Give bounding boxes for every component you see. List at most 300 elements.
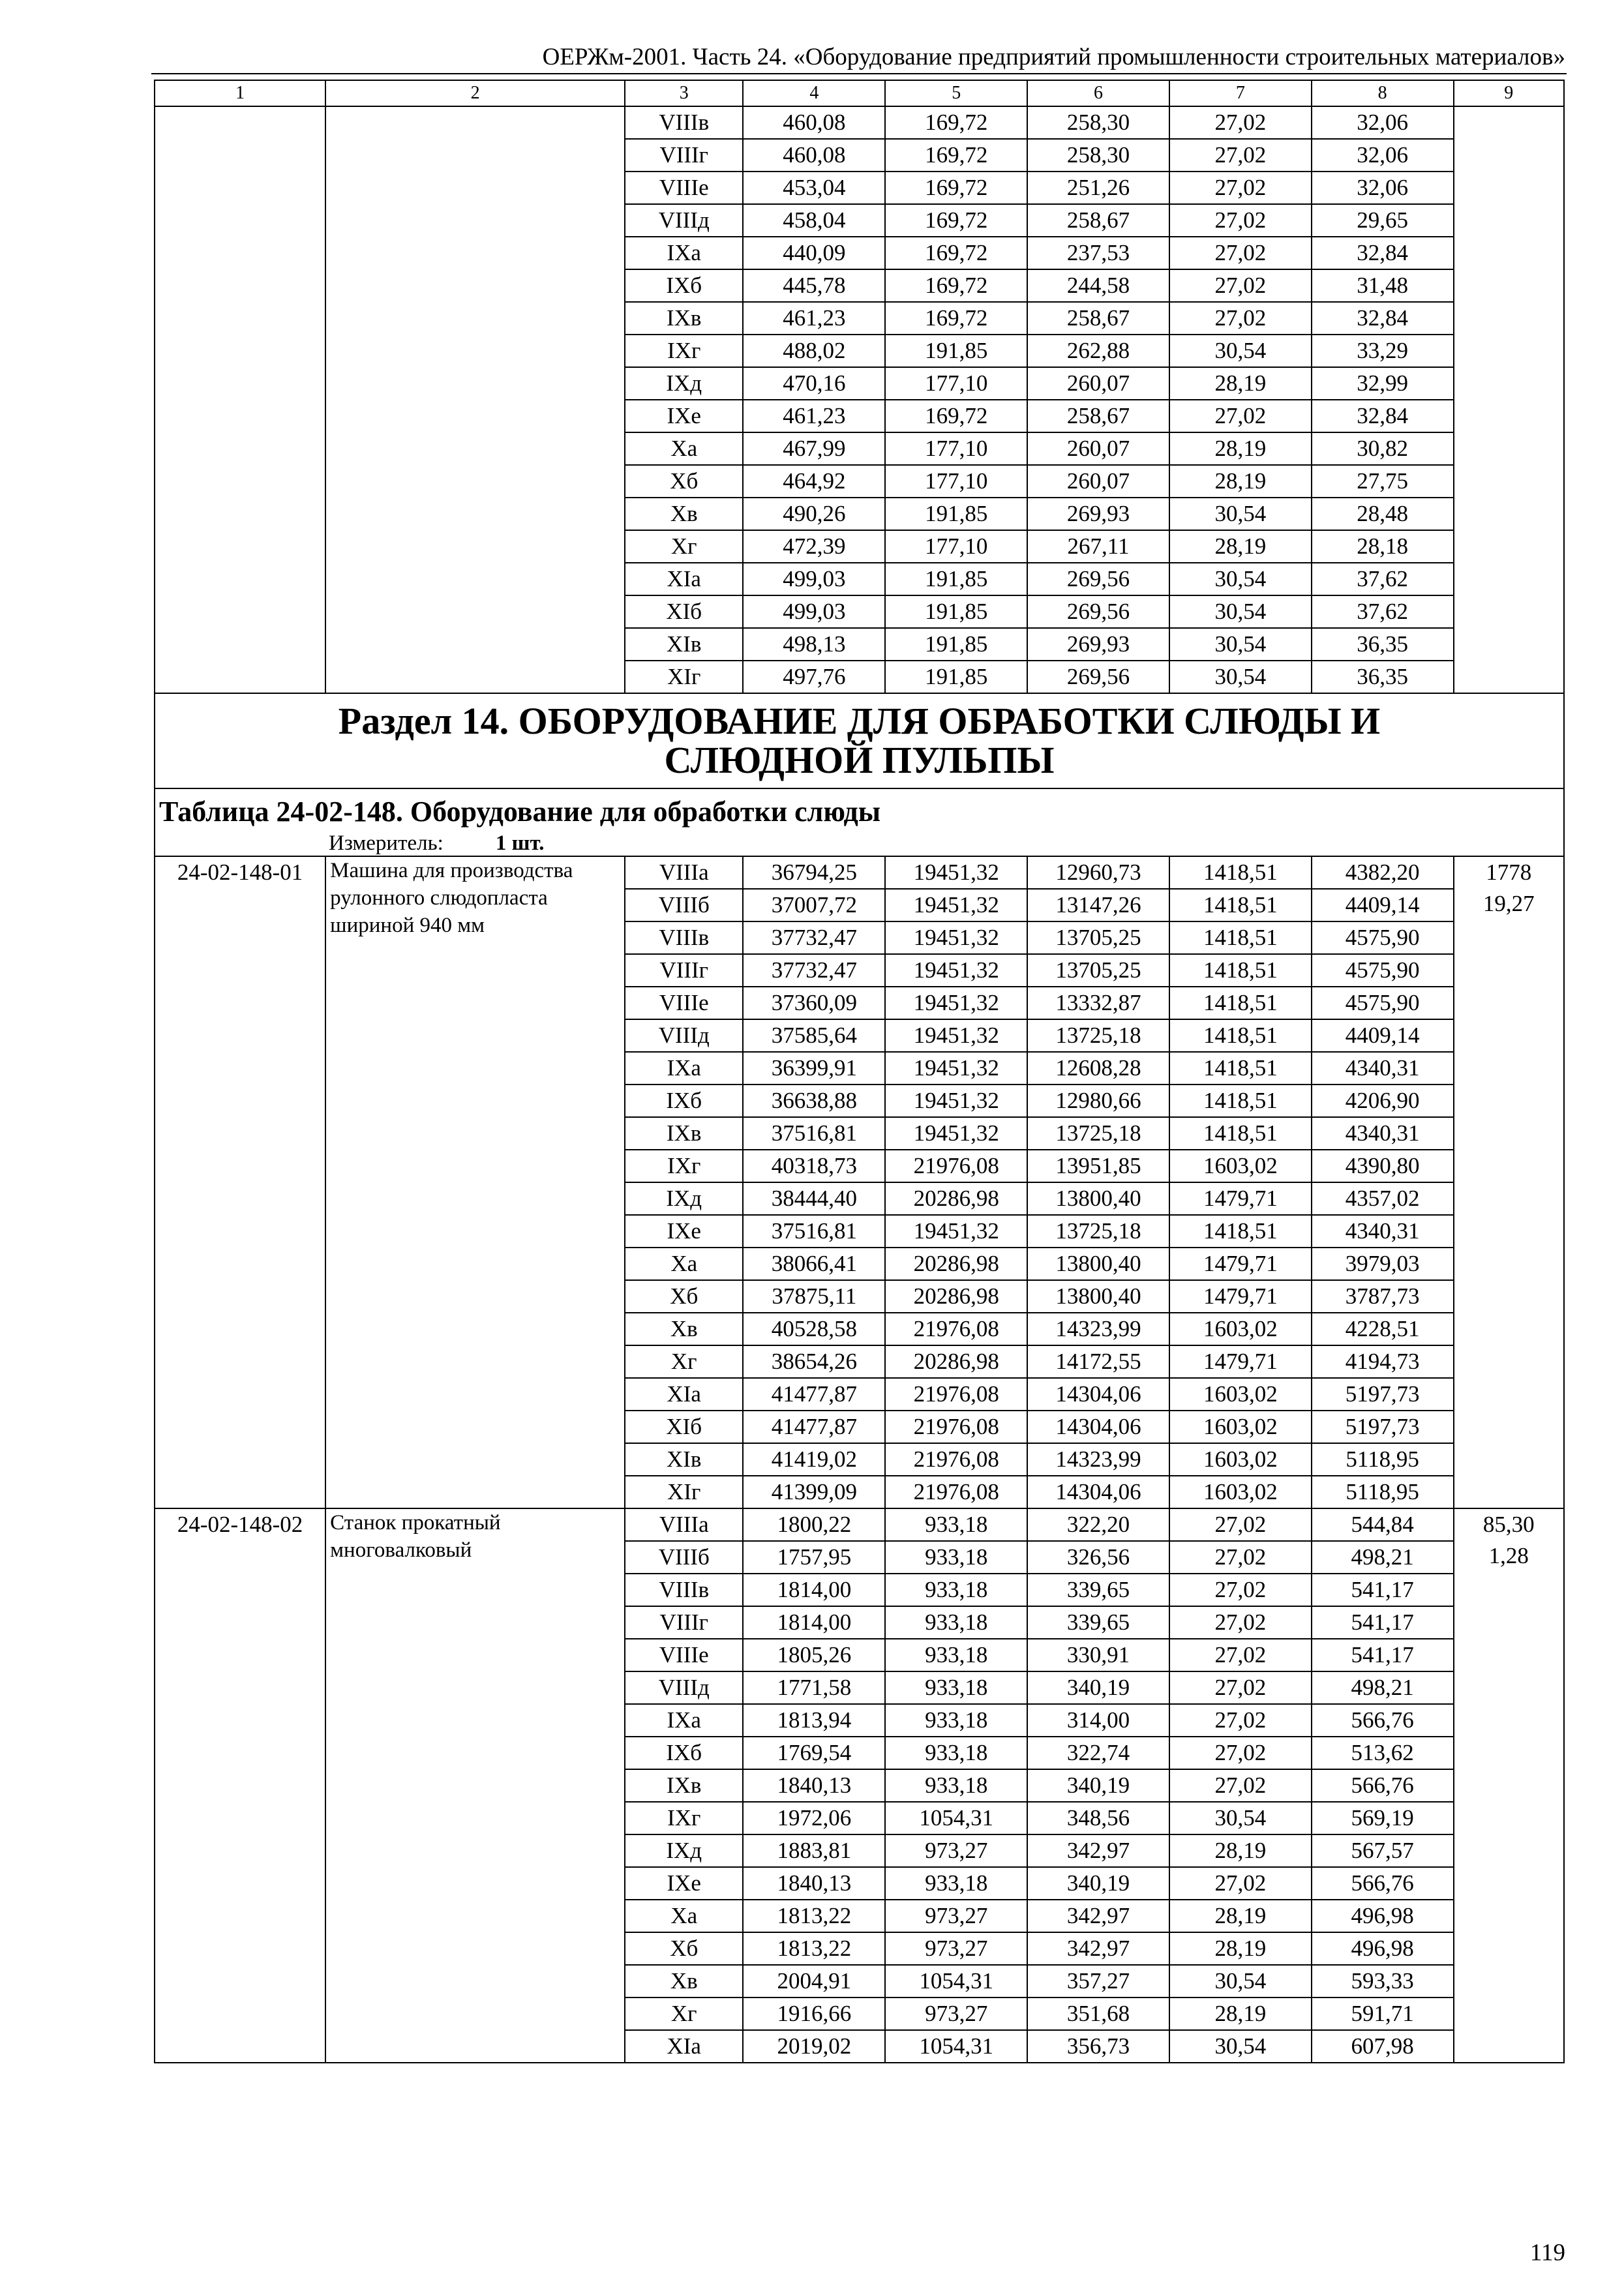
- cell-wages: 19451,32: [885, 1052, 1027, 1085]
- cell-total-cost: 464,92: [743, 465, 885, 498]
- cell-wages: 21976,08: [885, 1378, 1027, 1411]
- cell-wages: 973,27: [885, 1997, 1027, 2030]
- cell-machinist-wages: 28,19: [1169, 1997, 1312, 2030]
- cell-machinist-wages: 30,54: [1169, 661, 1312, 693]
- cell-machinist-wages: 30,54: [1169, 1965, 1312, 1997]
- cell-machinist-wages: 27,02: [1169, 1639, 1312, 1671]
- column-number: 7: [1169, 80, 1312, 106]
- table-title-cell: [155, 788, 1564, 856]
- cell-machinist-wages: 1603,02: [1169, 1378, 1312, 1411]
- cell-materials: 591,71: [1312, 1997, 1454, 2030]
- cell-materials: 32,99: [1312, 367, 1454, 400]
- cell-zone: XIб: [625, 595, 744, 628]
- cell-machines: 322,74: [1027, 1737, 1169, 1769]
- column-number: 9: [1454, 80, 1564, 106]
- cell-machinist-wages: 27,02: [1169, 1867, 1312, 1900]
- cell-zone: VIIIд: [625, 204, 744, 237]
- cell-total-cost: 41477,87: [743, 1411, 885, 1443]
- column-number: 8: [1312, 80, 1454, 106]
- cell-materials: 32,06: [1312, 106, 1454, 139]
- cell-wages: 169,72: [885, 106, 1027, 139]
- cell-materials: 32,84: [1312, 400, 1454, 432]
- cell-materials: 544,84: [1312, 1508, 1454, 1541]
- cell-total-cost: 37732,47: [743, 954, 885, 987]
- cell-wages: 933,18: [885, 1769, 1027, 1802]
- cell-machinist-wages: 1603,02: [1169, 1476, 1312, 1508]
- cell-total-cost: 37360,09: [743, 987, 885, 1019]
- cell-machinist-wages: 27,02: [1169, 204, 1312, 237]
- cell-total-cost: 1814,00: [743, 1574, 885, 1606]
- cell-materials: 4357,02: [1312, 1182, 1454, 1215]
- cell-machines: 12960,73: [1027, 856, 1169, 889]
- cell-total-cost: 37732,47: [743, 921, 885, 954]
- cell-machines: 260,07: [1027, 367, 1169, 400]
- cell-wages: 169,72: [885, 204, 1027, 237]
- section-row: [155, 693, 1564, 788]
- cell-machines: 269,93: [1027, 498, 1169, 530]
- cell-zone: VIIIд: [625, 1671, 744, 1704]
- cell-total-cost: 1840,13: [743, 1867, 885, 1900]
- cell-machines: 342,97: [1027, 1834, 1169, 1867]
- cell-machinist-wages: 1479,71: [1169, 1280, 1312, 1313]
- cell-total-cost: 1757,95: [743, 1541, 885, 1574]
- column-number: 1: [155, 80, 325, 106]
- cell-total-cost: 37585,64: [743, 1019, 885, 1052]
- cell-machines: 13705,25: [1027, 954, 1169, 987]
- cell-total-cost: 1800,22: [743, 1508, 885, 1541]
- cell-materials: 4382,20: [1312, 856, 1454, 889]
- cell-wages: 20286,98: [885, 1345, 1027, 1378]
- cell-zone: VIIIа: [625, 856, 744, 889]
- cell-total-cost: 2004,91: [743, 1965, 885, 1997]
- cell-zone: IXг: [625, 1150, 744, 1182]
- cell-wages: 169,72: [885, 139, 1027, 172]
- cell-machines: 322,20: [1027, 1508, 1169, 1541]
- cell-total-cost: 1813,22: [743, 1932, 885, 1965]
- cell-machines: 258,30: [1027, 106, 1169, 139]
- header-rule: [151, 73, 1567, 74]
- cell-wages: 933,18: [885, 1508, 1027, 1541]
- cell-zone: Xг: [625, 1997, 744, 2030]
- cell-machinist-wages: 27,02: [1169, 1541, 1312, 1574]
- cell-total-cost: 1883,81: [743, 1834, 885, 1867]
- cell-zone: IXб: [625, 1737, 744, 1769]
- cell-machines: 357,27: [1027, 1965, 1169, 1997]
- cell-materials: 27,75: [1312, 465, 1454, 498]
- cell-zone: XIг: [625, 1476, 744, 1508]
- cell-machines: 269,93: [1027, 628, 1169, 661]
- cell-wages: 191,85: [885, 661, 1027, 693]
- cell-wages: 19451,32: [885, 1117, 1027, 1150]
- cell-zone: IXе: [625, 1215, 744, 1248]
- cell-total-cost: 1813,22: [743, 1900, 885, 1932]
- cell-total-cost: 1916,66: [743, 1997, 885, 2030]
- cell-zone: VIIIе: [625, 987, 744, 1019]
- cell-name: Станок прокатный многовалковый: [325, 1508, 625, 2063]
- cell-materials: 31,48: [1312, 269, 1454, 302]
- cell-machinist-wages: 30,54: [1169, 335, 1312, 367]
- cell-total-cost: 1972,06: [743, 1802, 885, 1834]
- cell-zone: IXа: [625, 1704, 744, 1737]
- cell-wages: 169,72: [885, 269, 1027, 302]
- cell-machinist-wages: 1479,71: [1169, 1345, 1312, 1378]
- cell-zone: Xб: [625, 1932, 744, 1965]
- cell-machines: 13951,85: [1027, 1150, 1169, 1182]
- cell-zone: Xа: [625, 1900, 744, 1932]
- cell-wages: 933,18: [885, 1704, 1027, 1737]
- cell-materials: 541,17: [1312, 1574, 1454, 1606]
- cell-total-cost: 37007,72: [743, 889, 885, 921]
- cell-wages: 20286,98: [885, 1280, 1027, 1313]
- cell-materials: 28,18: [1312, 530, 1454, 563]
- cell-wages: 933,18: [885, 1606, 1027, 1639]
- cell-wages: 973,27: [885, 1900, 1027, 1932]
- cell-zone: VIIIе: [625, 1639, 744, 1671]
- cell-materials: 28,48: [1312, 498, 1454, 530]
- cell-total-cost: 41419,02: [743, 1443, 885, 1476]
- table-title: Таблица 24-02-148. Оборудование для обработки слюды: [159, 796, 881, 828]
- cell-wages: 1054,31: [885, 2030, 1027, 2063]
- cell-wages: 19451,32: [885, 1215, 1027, 1248]
- cell-wages: 21976,08: [885, 1443, 1027, 1476]
- cell-wages: 933,18: [885, 1867, 1027, 1900]
- cell-total-cost: 488,02: [743, 335, 885, 367]
- cell-total-cost: 445,78: [743, 269, 885, 302]
- cell-total-cost: 460,08: [743, 139, 885, 172]
- cell-machines: 14304,06: [1027, 1378, 1169, 1411]
- cell-wages: 933,18: [885, 1574, 1027, 1606]
- cell-zone: IXг: [625, 335, 744, 367]
- cell-total-cost: 440,09: [743, 237, 885, 269]
- cell-wages: 19451,32: [885, 954, 1027, 987]
- cell-machinist-wages: 27,02: [1169, 1606, 1312, 1639]
- cell-machinist-wages: 1479,71: [1169, 1182, 1312, 1215]
- cell-zone: Xа: [625, 1248, 744, 1280]
- column-number: 4: [743, 80, 885, 106]
- cell-zone: Xб: [625, 1280, 744, 1313]
- cell-materials: 541,17: [1312, 1639, 1454, 1671]
- cell-materials: 33,29: [1312, 335, 1454, 367]
- cell-materials: 32,06: [1312, 172, 1454, 204]
- cell-code: 24-02-148-01: [155, 856, 325, 1508]
- cell-machines: 260,07: [1027, 432, 1169, 465]
- cell-materials: 5197,73: [1312, 1378, 1454, 1411]
- cell-zone: IXв: [625, 302, 744, 335]
- cell-machinist-wages: 1418,51: [1169, 889, 1312, 921]
- cell-machines: 14323,99: [1027, 1313, 1169, 1345]
- cell-machines: 314,00: [1027, 1704, 1169, 1737]
- column-number-row: [155, 80, 1564, 106]
- cell-machinist-wages: 1603,02: [1169, 1313, 1312, 1345]
- cell-wages: 20286,98: [885, 1182, 1027, 1215]
- cell-zone: IXе: [625, 1867, 744, 1900]
- cell-mass: 19,27: [1482, 891, 1535, 916]
- cell-wages: 973,27: [885, 1932, 1027, 1965]
- cell-total-cost: 453,04: [743, 172, 885, 204]
- cell-total-cost: 1771,58: [743, 1671, 885, 1704]
- cell-machines: 269,56: [1027, 595, 1169, 628]
- cell-machinist-wages: 28,19: [1169, 367, 1312, 400]
- cell-code: 24-02-148-02: [155, 1508, 325, 2063]
- cell-zone: Xв: [625, 1965, 744, 1997]
- cell-total-cost: 38444,40: [743, 1182, 885, 1215]
- cell-machines: 13800,40: [1027, 1248, 1169, 1280]
- cell-machinist-wages: 27,02: [1169, 172, 1312, 204]
- cell-machinist-wages: 28,19: [1169, 465, 1312, 498]
- cell-wages: 191,85: [885, 595, 1027, 628]
- cell-materials: 32,84: [1312, 302, 1454, 335]
- cell-total-cost: 499,03: [743, 563, 885, 595]
- cell-machinist-wages: 27,02: [1169, 1737, 1312, 1769]
- cell-machinist-wages: 30,54: [1169, 595, 1312, 628]
- page-number: 119: [1529, 2239, 1565, 2266]
- table-row: [155, 106, 1564, 139]
- cell-materials: 593,33: [1312, 1965, 1454, 1997]
- cell-zone: Xв: [625, 1313, 744, 1345]
- cell-wages: 169,72: [885, 302, 1027, 335]
- cell-machinist-wages: 27,02: [1169, 1508, 1312, 1541]
- cell-materials: 32,06: [1312, 139, 1454, 172]
- cell-materials: 513,62: [1312, 1737, 1454, 1769]
- cell-machines: 13725,18: [1027, 1117, 1169, 1150]
- cell-machinist-wages: 28,19: [1169, 1932, 1312, 1965]
- cell-zone: XIв: [625, 628, 744, 661]
- cell-materials: 37,62: [1312, 563, 1454, 595]
- cell-total-cost: 460,08: [743, 106, 885, 139]
- cell-machinist-wages: 1603,02: [1169, 1150, 1312, 1182]
- cell-zone: VIIIг: [625, 954, 744, 987]
- cell-machines: 13725,18: [1027, 1215, 1169, 1248]
- cell-zone: XIа: [625, 2030, 744, 2063]
- cell-machinist-wages: 28,19: [1169, 1900, 1312, 1932]
- cell-machinist-wages: 1418,51: [1169, 1052, 1312, 1085]
- cell-machines: 14172,55: [1027, 1345, 1169, 1378]
- cell-zone: IXд: [625, 367, 744, 400]
- cell-zone: VIIIб: [625, 889, 744, 921]
- cell-machines: 340,19: [1027, 1671, 1169, 1704]
- cell-materials: 4340,31: [1312, 1215, 1454, 1248]
- cell-wages: 169,72: [885, 172, 1027, 204]
- cell-materials: 4340,31: [1312, 1052, 1454, 1085]
- cell-machines: 13800,40: [1027, 1182, 1169, 1215]
- cell-machinist-wages: 1418,51: [1169, 987, 1312, 1019]
- cell-wages: 177,10: [885, 530, 1027, 563]
- cell-total-cost: 497,76: [743, 661, 885, 693]
- running-header: ОЕРЖм-2001. Часть 24. «Оборудование предприятий промышленности строительных материалов»: [542, 44, 1565, 70]
- cell-machinist-wages: 1418,51: [1169, 856, 1312, 889]
- cell-zone: VIIIе: [625, 172, 744, 204]
- cell-machinist-wages: 30,54: [1169, 1802, 1312, 1834]
- cell-total-cost: 1840,13: [743, 1769, 885, 1802]
- cell-materials: 607,98: [1312, 2030, 1454, 2063]
- cell-wages: 21976,08: [885, 1313, 1027, 1345]
- cell-machinist-wages: 1479,71: [1169, 1248, 1312, 1280]
- cell-materials: 36,35: [1312, 661, 1454, 693]
- cell-materials: 567,57: [1312, 1834, 1454, 1867]
- cell-wages: 19451,32: [885, 889, 1027, 921]
- cell-machinist-wages: 27,02: [1169, 139, 1312, 172]
- cell-zone: IXв: [625, 1117, 744, 1150]
- cell-machines: 13725,18: [1027, 1019, 1169, 1052]
- cell-machines: 251,26: [1027, 172, 1169, 204]
- cell-machinist-wages: 1418,51: [1169, 1085, 1312, 1117]
- cell-total-cost: 37875,11: [743, 1280, 885, 1313]
- cell-name: Машина для производства рулонного слюдопласта шириной 940 мм: [325, 856, 625, 1508]
- cell-total-cost: 40318,73: [743, 1150, 885, 1182]
- cell-machinist-wages: 28,19: [1169, 1834, 1312, 1867]
- table-row: [155, 1508, 1564, 1541]
- cell-machinist-wages: 1418,51: [1169, 954, 1312, 987]
- cell-zone: VIIIв: [625, 1574, 744, 1606]
- cell-total-cost: 499,03: [743, 595, 885, 628]
- cell-zone: VIIIв: [625, 106, 744, 139]
- cell-machines: 267,11: [1027, 530, 1169, 563]
- cell-materials: 541,17: [1312, 1606, 1454, 1639]
- cell-machines: 340,19: [1027, 1769, 1169, 1802]
- cell-materials: 4194,73: [1312, 1345, 1454, 1378]
- cell-materials: 4409,14: [1312, 889, 1454, 921]
- cell-zone: XIг: [625, 661, 744, 693]
- cell-machines: 258,30: [1027, 139, 1169, 172]
- cell-machines: 14304,06: [1027, 1476, 1169, 1508]
- table-title-row: [155, 788, 1564, 856]
- cell-zone: Xб: [625, 465, 744, 498]
- cell-materials: 569,19: [1312, 1802, 1454, 1834]
- cell-machines: 13800,40: [1027, 1280, 1169, 1313]
- cell-total-cost: 2019,02: [743, 2030, 885, 2063]
- cell-zone: IXв: [625, 1769, 744, 1802]
- cell-mass: 1,28: [1488, 1543, 1529, 1568]
- column-number: 5: [885, 80, 1027, 106]
- cell-machines: 348,56: [1027, 1802, 1169, 1834]
- cell-machinist-wages: 27,02: [1169, 302, 1312, 335]
- cell-machines: 13332,87: [1027, 987, 1169, 1019]
- cell-total-cost: 490,26: [743, 498, 885, 530]
- cell-materials: 30,82: [1312, 432, 1454, 465]
- cell-wages: 177,10: [885, 367, 1027, 400]
- cell-wages: 191,85: [885, 335, 1027, 367]
- cell-code-blank: [155, 106, 325, 693]
- cell-wages: 19451,32: [885, 987, 1027, 1019]
- cell-materials: 4409,14: [1312, 1019, 1454, 1052]
- cell-machinist-wages: 27,02: [1169, 237, 1312, 269]
- cell-machines: 260,07: [1027, 465, 1169, 498]
- cell-wages: 169,72: [885, 237, 1027, 269]
- cell-materials: 496,98: [1312, 1900, 1454, 1932]
- cell-materials: 36,35: [1312, 628, 1454, 661]
- cell-total-cost: 461,23: [743, 400, 885, 432]
- unit-value: 1 шт.: [495, 831, 545, 855]
- cell-machines: 237,53: [1027, 237, 1169, 269]
- cell-equipment-cost: 85,30: [1482, 1512, 1535, 1537]
- cell-total-cost: 498,13: [743, 628, 885, 661]
- cell-wages: 933,18: [885, 1541, 1027, 1574]
- cell-zone: VIIIв: [625, 921, 744, 954]
- cell-wages: 933,18: [885, 1737, 1027, 1769]
- cell-wages: 19451,32: [885, 921, 1027, 954]
- cell-zone: VIIIа: [625, 1508, 744, 1541]
- cell-materials: 5118,95: [1312, 1476, 1454, 1508]
- cell-zone: XIа: [625, 563, 744, 595]
- cell-machines: 269,56: [1027, 661, 1169, 693]
- cell-machinist-wages: 30,54: [1169, 2030, 1312, 2063]
- column-number: 2: [325, 80, 625, 106]
- cell-materials: 29,65: [1312, 204, 1454, 237]
- cell-materials: 5197,73: [1312, 1411, 1454, 1443]
- cell-machines: 13705,25: [1027, 921, 1169, 954]
- cell-wages: 169,72: [885, 400, 1027, 432]
- cell-materials: 37,62: [1312, 595, 1454, 628]
- cell-machinist-wages: 27,02: [1169, 1574, 1312, 1606]
- cell-zone: Xа: [625, 432, 744, 465]
- cell-zone: XIв: [625, 1443, 744, 1476]
- cell-wages: 933,18: [885, 1671, 1027, 1704]
- cell-machines: 258,67: [1027, 204, 1169, 237]
- cell-machines: 12980,66: [1027, 1085, 1169, 1117]
- cell-total-cost: 470,16: [743, 367, 885, 400]
- cell-wages: 1054,31: [885, 1802, 1027, 1834]
- cell-materials: 32,84: [1312, 237, 1454, 269]
- cell-extra: [1454, 856, 1564, 1508]
- cell-machines: 12608,28: [1027, 1052, 1169, 1085]
- cell-materials: 496,98: [1312, 1932, 1454, 1965]
- cell-machines: 339,65: [1027, 1606, 1169, 1639]
- cell-name-blank: [325, 106, 625, 693]
- cell-total-cost: 36638,88: [743, 1085, 885, 1117]
- column-number: 6: [1027, 80, 1169, 106]
- cell-zone: IXе: [625, 400, 744, 432]
- cell-machines: 330,91: [1027, 1639, 1169, 1671]
- cell-materials: 566,76: [1312, 1867, 1454, 1900]
- cell-machines: 13147,26: [1027, 889, 1169, 921]
- cell-materials: 3787,73: [1312, 1280, 1454, 1313]
- cell-materials: 5118,95: [1312, 1443, 1454, 1476]
- cell-wages: 19451,32: [885, 1085, 1027, 1117]
- cell-extra-blank: [1454, 106, 1564, 693]
- cell-materials: 4340,31: [1312, 1117, 1454, 1150]
- cell-wages: 191,85: [885, 498, 1027, 530]
- cell-total-cost: 458,04: [743, 204, 885, 237]
- section-title: Раздел 14. ОБОРУДОВАНИЕ ДЛЯ ОБРАБОТКИ СЛЮДЫ И СЛЮДНОЙ ПУЛЬПЫ: [155, 693, 1564, 788]
- cell-machinist-wages: 1418,51: [1169, 1215, 1312, 1248]
- cell-materials: 4575,90: [1312, 921, 1454, 954]
- cell-machinist-wages: 1603,02: [1169, 1411, 1312, 1443]
- cell-machinist-wages: 30,54: [1169, 563, 1312, 595]
- cell-zone: VIIIд: [625, 1019, 744, 1052]
- cell-wages: 177,10: [885, 465, 1027, 498]
- cell-wages: 1054,31: [885, 1965, 1027, 1997]
- cell-machines: 342,97: [1027, 1932, 1169, 1965]
- cell-zone: IXа: [625, 1052, 744, 1085]
- cell-machinist-wages: 28,19: [1169, 432, 1312, 465]
- cell-total-cost: 1805,26: [743, 1639, 885, 1671]
- cell-zone: VIIIб: [625, 1541, 744, 1574]
- cell-machinist-wages: 30,54: [1169, 628, 1312, 661]
- cell-machinist-wages: 27,02: [1169, 1769, 1312, 1802]
- cell-machines: 356,73: [1027, 2030, 1169, 2063]
- cell-wages: 21976,08: [885, 1411, 1027, 1443]
- cell-wages: 21976,08: [885, 1476, 1027, 1508]
- cell-machinist-wages: 1418,51: [1169, 1117, 1312, 1150]
- cell-total-cost: 38066,41: [743, 1248, 885, 1280]
- cell-zone: VIIIг: [625, 139, 744, 172]
- column-number: 3: [625, 80, 744, 106]
- cell-wages: 191,85: [885, 628, 1027, 661]
- cell-machines: 340,19: [1027, 1867, 1169, 1900]
- cell-total-cost: 1769,54: [743, 1737, 885, 1769]
- cell-wages: 20286,98: [885, 1248, 1027, 1280]
- cell-zone: IXб: [625, 269, 744, 302]
